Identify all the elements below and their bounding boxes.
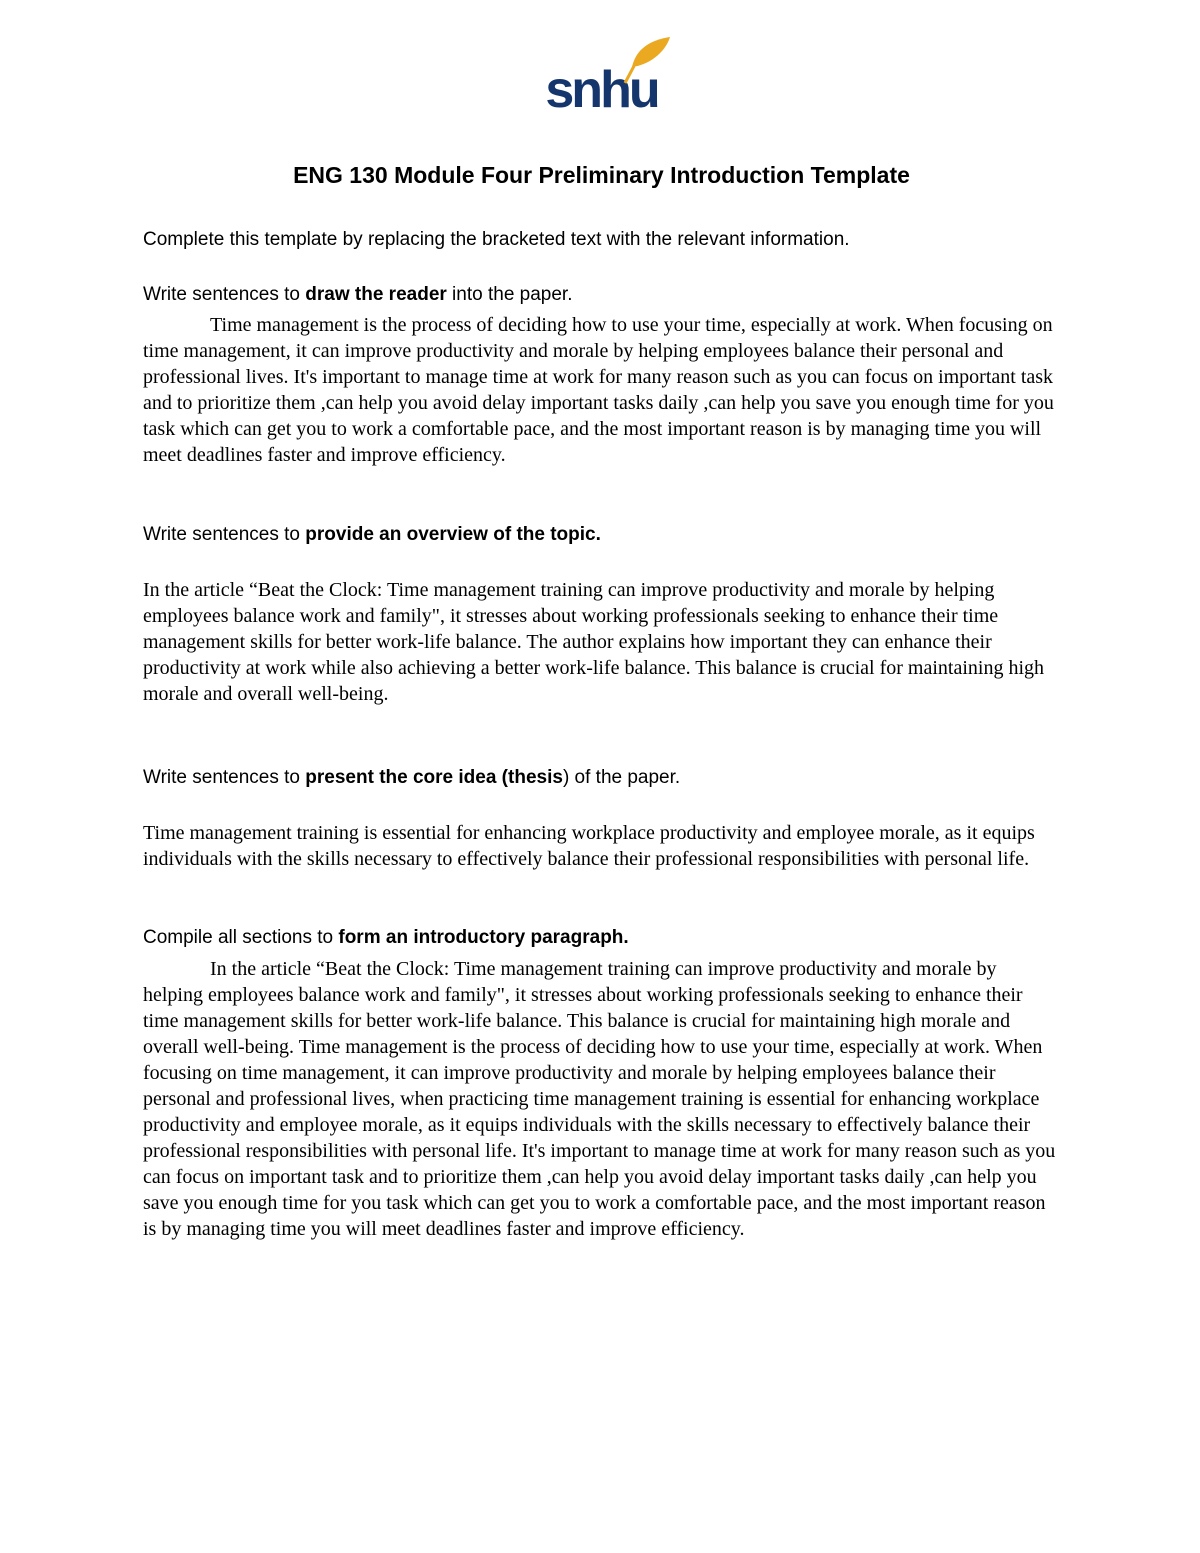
prompt-introductory-paragraph (143, 927, 1060, 949)
response-paragraph-hook: Time management is the process of deciding how to use your time, especially at work. When focusing on time management, it can improve productivity and morale by helping employees balance their personal and professional lives. It's important to manage time at work for many reason such as you can focus on important task and to prioritize them ,can help you avoid delay important tasks daily ,can help you save you enough time for you task which can get you to work a comfortable pace, and the most important reason is by managing time you will meet deadlines faster and improve efficiency. (143, 314, 1054, 466)
prompt-thesis (143, 767, 1060, 789)
prompt-suffix: ) of the paper. (562, 767, 681, 788)
prompt-bold-phrase: form an introductory paragraph. (338, 927, 629, 948)
section-introductory-paragraph (143, 927, 1060, 1242)
snhu-logo (545, 62, 657, 119)
prompt-prefix: Compile all sections to (143, 927, 339, 948)
response-paragraph-thesis: Time management training is essential for enhancing workplace productivity and employee morale, as it equips individuals with the skills necessary to effectively balance their professional responsibilities with personal life. (143, 822, 1035, 870)
section-draw-reader (143, 284, 1060, 468)
section-thesis (143, 767, 1060, 872)
leaf-icon (622, 36, 672, 84)
response-paragraph-full-intro: In the article “Beat the Clock: Time management training can improve productivity and morale by helping employees balance work and family", it stresses about working professionals seeking to enhance their time management skills for better work-life balance. This balance is crucial for maintaining high morale and overall well-being. Time management is the process of deciding how to use your time, especially at work. When focusing on time management, it can improve productivity and morale by helping employees balance their personal and professional lives, when practicing time management training is essential for enhancing workplace productivity and employee morale, as it equips individuals with the skills necessary to effectively balance their professional responsibilities with personal life. It's important to manage time at work for many reason such as you can focus on important task and to prioritize them ,can help you avoid delay important tasks daily ,can help you save you enough time for you task which can get you to work a comfortable pace, and the most important reason is by managing time you will meet deadlines faster and improve efficiency. (143, 958, 1056, 1240)
logo-area (143, 62, 1060, 148)
prompt-bold-phrase: draw the reader (305, 284, 447, 305)
prompt-prefix: Write sentences to (143, 524, 306, 545)
response-paragraph-overview: In the article “Beat the Clock: Time management training can improve productivity and morale by helping employees balance work and family", it stresses about working professionals seeking to enhance their time management skills for better work-life balance. The author explains how important they can enhance their productivity at work while also achieving a better work-life balance. This balance is crucial for maintaining high morale and overall well-being. (143, 579, 1044, 705)
prompt-suffix: into the paper. (446, 284, 573, 305)
page-title: ENG 130 Module Four Preliminary Introduction Template (293, 162, 910, 188)
prompt-bold-phrase: present the core idea (thesis (305, 767, 563, 788)
snhu-logo-text: snhu (545, 61, 658, 119)
prompt-prefix: Write sentences to (143, 284, 306, 305)
section-overview (143, 524, 1060, 707)
prompt-overview (143, 524, 1060, 546)
prompt-draw-reader (143, 284, 1060, 306)
prompt-prefix: Write sentences to (143, 767, 306, 788)
template-instruction: Complete this template by replacing the bracketed text with the relevant information. (143, 229, 850, 250)
prompt-bold-phrase: provide an overview of the topic. (305, 524, 601, 545)
